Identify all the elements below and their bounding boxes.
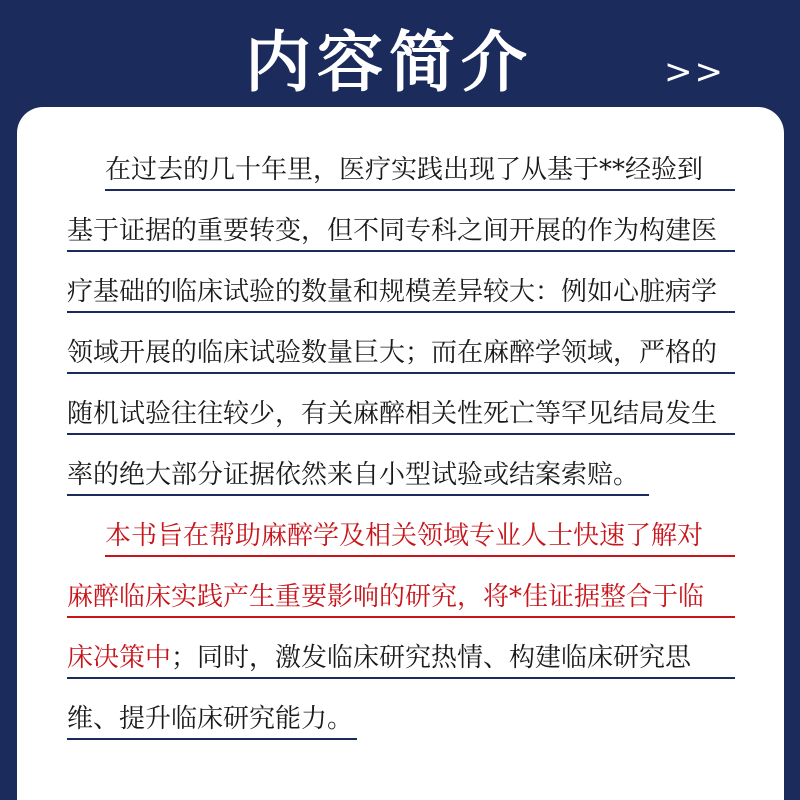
paragraph2-line: 本书旨在帮助麻醉学及相关领域专业人士快速了解对 (105, 517, 735, 557)
header (0, 0, 800, 110)
paragraph1-line: 率的绝大部分证据依然来自小型试验或结案索赔。 (67, 456, 649, 496)
paragraph1-line: 基于证据的重要转变，但不同专科之间开展的作为构建医 (67, 212, 735, 252)
paragraph1-line: 在过去的几十年里，医疗实践出现了从基于**经验到 (105, 151, 735, 191)
double-chevron-right-icon: >> (664, 52, 725, 92)
paragraph2-text: ；同时，激发临床研究热情、构建临床研究思 (171, 643, 692, 673)
paragraph2-line: 维、提升临床研究能力。 (67, 700, 357, 740)
highlight-text: 床决策中 (67, 643, 172, 673)
page-title: 内容简介 (238, 16, 540, 108)
content-card (17, 107, 784, 800)
paragraph1-line: 领域开展的临床试验数量巨大；而在麻醉学领域，严格的 (67, 334, 735, 374)
paragraph1-line: 疗基础的临床试验的数量和规模差异较大：例如心脏病学 (67, 273, 735, 313)
paragraph2-line: 麻醉临床实践产生重要影响的研究，将*佳证据整合于临 (67, 578, 735, 618)
paragraph1-line: 随机试验往往较少，有关麻醉相关性死亡等罕见结局发生 (67, 395, 735, 435)
paragraph2-line (67, 639, 735, 679)
